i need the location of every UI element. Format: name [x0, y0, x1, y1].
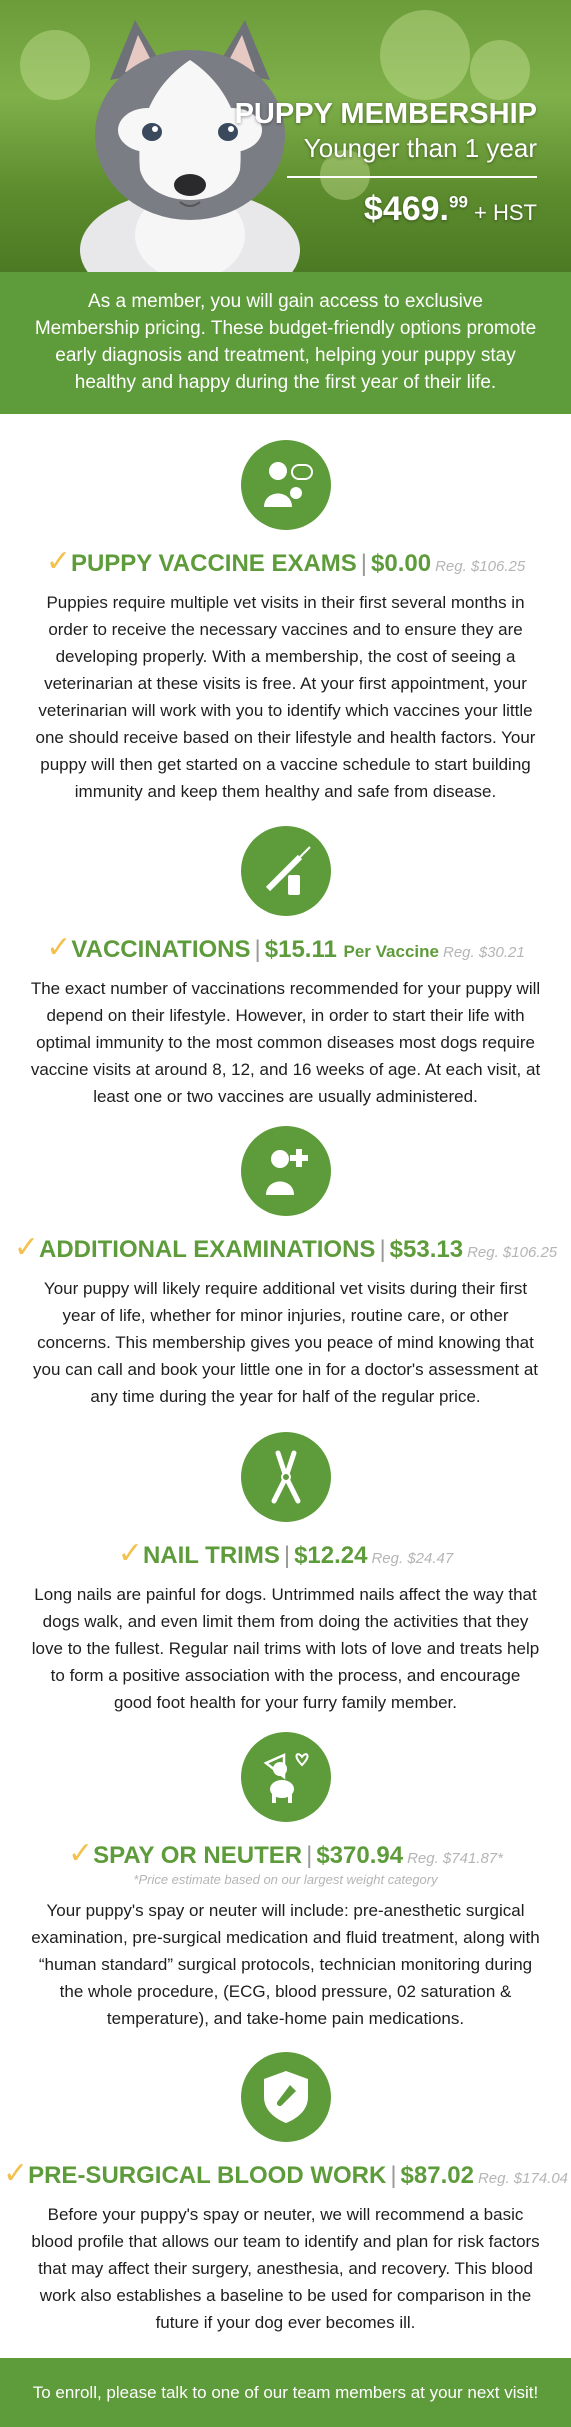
- vet-with-puppy-icon: [241, 440, 331, 530]
- vet-medical-cross-icon: [241, 1126, 331, 1216]
- service-heading: ✓SPAY OR NEUTER | $370.94 Reg. $741.87*: [67, 1837, 503, 1870]
- service-description: Your puppy will likely require additional vet visits during their first year of life, whether for minor injuries, routine care, or other concerns. This membership gives you peace of mind knowing that you can call and book your little one in for a doctor's assessment at any time during the year for half of the regular price.: [32, 1279, 539, 1406]
- service-heading: ✓PUPPY VACCINE EXAMS | $0.00 Reg. $106.25: [45, 545, 526, 578]
- checkmark-icon: ✓: [67, 1837, 94, 1870]
- price-estimate-note: *Price estimate based on our largest weight category: [133, 1872, 438, 1887]
- service-heading: ✓PRE-SURGICAL BLOOD WORK | $87.02 Reg. $174.04: [2, 2157, 569, 2190]
- service-description: The exact number of vaccinations recommended for your puppy will depend on their lifestyle. However, in order to start their life with optimal immunity to the most common diseases most dogs require vaccine visits at around 8, 12, and 16 weeks of age. At each visit, at least one or two vaccines are usually administered.: [30, 979, 541, 1106]
- membership-title: PUPPY MEMBERSHIP: [234, 98, 537, 130]
- dog-cone-heart-icon: [241, 1732, 331, 1822]
- nail-clipper-icon: [241, 1432, 331, 1522]
- intro-text: As a member, you will gain access to exclusive Membership pricing. These budget-friendly options promote early diagnosis and treatment, helping your puppy stay healthy and happy during the first year of their life.: [0, 272, 571, 414]
- service-puppy-vaccine-exams: [0, 440, 571, 805]
- checkmark-icon: ✓: [117, 1537, 143, 1570]
- service-spay-or-neuter: [0, 1732, 571, 2032]
- membership-title-block: [235, 98, 537, 229]
- hero-banner: [0, 0, 571, 272]
- service-description: Before your puppy's spay or neuter, we will recommend a basic blood profile that allows our team to identify and plan for risk factors that may affect their surgery, anesthesia, and recovery. This blood work also establishes a baseline to be used for comparison in the future if your dog ever becomes ill.: [31, 2205, 540, 2332]
- membership-age-range: Younger than 1 year: [303, 133, 537, 163]
- service-nail-trims: [0, 1432, 571, 1716]
- enroll-footer: To enroll, please talk to one of our team members at your next visit!: [0, 2358, 571, 2427]
- service-vaccinations: [0, 826, 571, 1110]
- service-description: Your puppy's spay or neuter will include: pre-anesthetic surgical examination, pre-surgical medication and fluid treatment, along with “human standard” surgical protocols, technician monitoring during the whole procedure, (ECG, blood pressure, 02 saturation & temperature), and take-home pain medications.: [31, 1901, 540, 2028]
- service-additional-examinations: [0, 1126, 571, 1410]
- service-description: Long nails are painful for dogs. Untrimmed nails affect the way that dogs walk, and even limit them from doing the activities that they love to the fullest. Regular nail trims with lots of love and treats help to form a positive association with the process, and encourage good foot health for your furry family member.: [31, 1585, 540, 1712]
- service-heading: ✓ADDITIONAL EXAMINATIONS | $53.13 Reg. $106.25: [13, 1231, 558, 1264]
- checkmark-icon: ✓: [45, 545, 71, 578]
- checkmark-icon: ✓: [2, 2157, 29, 2190]
- service-heading: ✓VACCINATIONS | $15.11 Per Vaccine Reg. $30.21: [46, 931, 525, 964]
- service-heading: ✓NAIL TRIMS | $12.24 Reg. $24.47: [117, 1537, 454, 1570]
- syringe-vial-icon: [241, 826, 331, 916]
- checkmark-icon: ✓: [13, 1231, 39, 1264]
- shield-test-tube-icon: [241, 2052, 331, 2142]
- service-description: Puppies require multiple vet visits in their first several months in order to receive the necessary vaccines and to ensure they are developing properly. With a membership, the cost of seeing a veterinarian at these visits is free. At your first appointment, your veterinarian will work with you to identify which vaccines your little one should receive based on their lifestyle and health factors. Your puppy will then get started on a vaccine schedule to start building immunity and keep them healthy and safe from disease.: [35, 593, 536, 801]
- service-pre-surgical-blood-work: [0, 2052, 571, 2336]
- divider: [287, 176, 537, 178]
- checkmark-icon: ✓: [46, 931, 72, 964]
- membership-price: $469.99 + HST: [363, 190, 537, 228]
